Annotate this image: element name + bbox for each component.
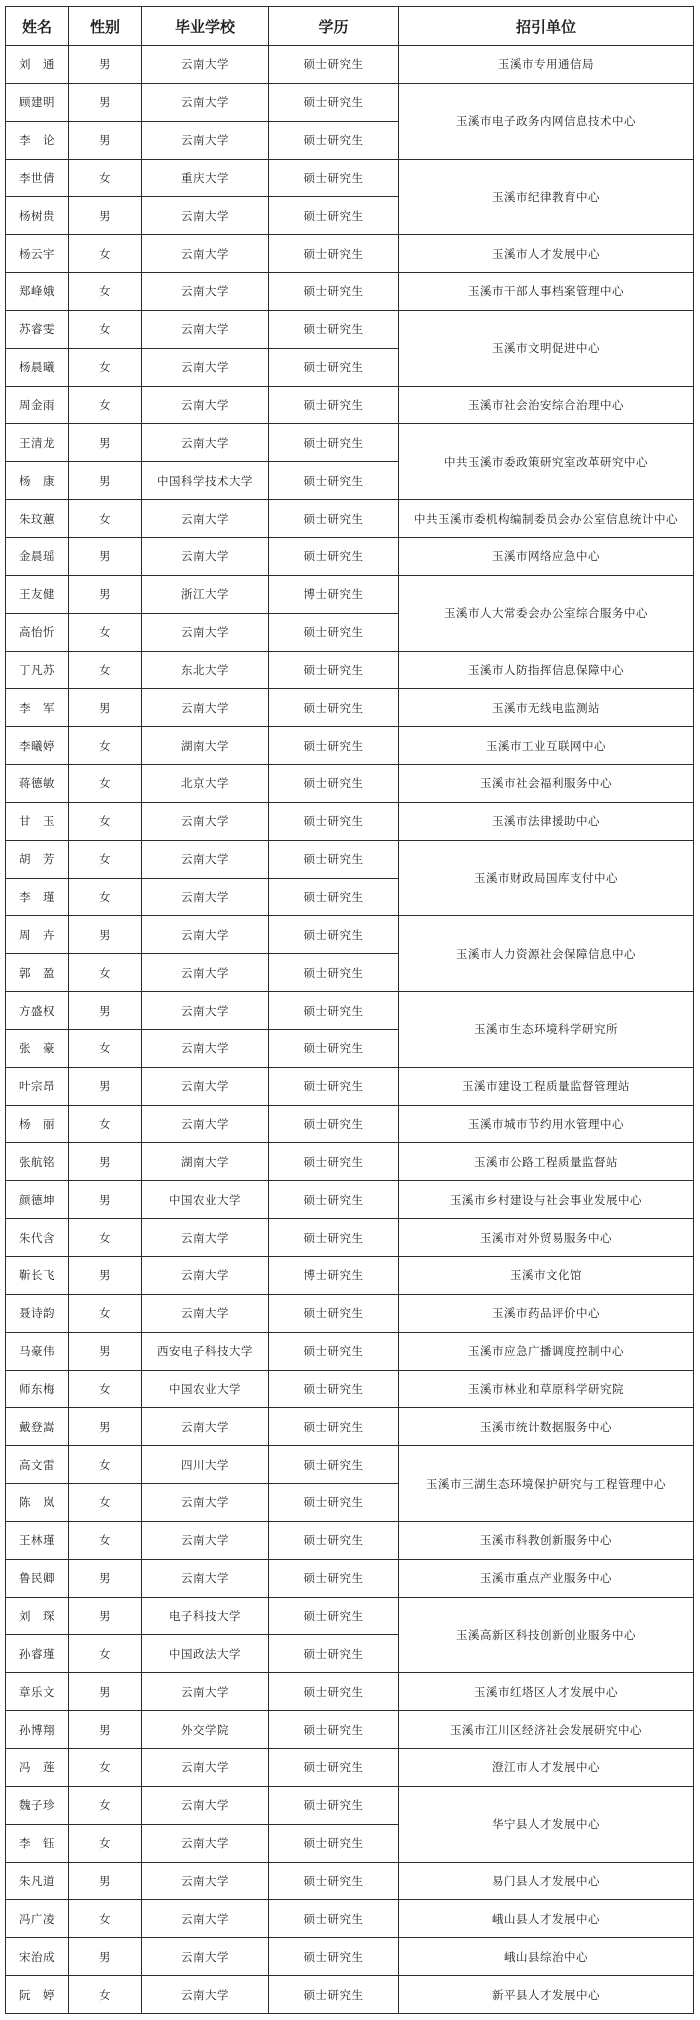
cell-gender: 男 <box>69 121 142 159</box>
cell-unit: 玉溪高新区科技创新创业服务中心 <box>399 1597 694 1673</box>
cell-school: 云南大学 <box>142 916 269 954</box>
cell-unit: 玉溪市建设工程质量监督管理站 <box>399 1067 694 1105</box>
cell-name: 王清龙 <box>6 424 69 462</box>
cell-school: 云南大学 <box>142 46 269 84</box>
cell-degree: 硕士研究生 <box>269 1408 399 1446</box>
cell-school: 云南大学 <box>142 1067 269 1105</box>
cell-school: 浙江大学 <box>142 575 269 613</box>
cell-degree: 硕士研究生 <box>269 1559 399 1597</box>
table-row <box>6 1257 694 1295</box>
table-header-row <box>6 7 694 46</box>
cell-name: 章乐文 <box>6 1673 69 1711</box>
cell-school: 云南大学 <box>142 197 269 235</box>
table-row <box>6 159 694 197</box>
cell-degree: 硕士研究生 <box>269 613 399 651</box>
cell-name: 杨云宇 <box>6 235 69 273</box>
cell-gender: 女 <box>69 1976 142 2014</box>
cell-name: 甘 玉 <box>6 802 69 840</box>
cell-degree: 硕士研究生 <box>269 916 399 954</box>
cell-unit: 玉溪市公路工程质量监督站 <box>399 1143 694 1181</box>
cell-school: 云南大学 <box>142 954 269 992</box>
cell-name: 王友健 <box>6 575 69 613</box>
table-row <box>6 1900 694 1938</box>
cell-unit: 玉溪市人才发展中心 <box>399 235 694 273</box>
cell-gender: 男 <box>69 992 142 1030</box>
cell-unit: 玉溪市网络应急中心 <box>399 537 694 575</box>
cell-gender: 女 <box>69 1521 142 1559</box>
header-school: 毕业学校 <box>142 7 269 46</box>
cell-school: 四川大学 <box>142 1446 269 1484</box>
cell-gender: 男 <box>69 1938 142 1976</box>
cell-school: 云南大学 <box>142 424 269 462</box>
cell-degree: 硕士研究生 <box>269 500 399 538</box>
cell-school: 电子科技大学 <box>142 1597 269 1635</box>
cell-unit: 玉溪市电子政务内网信息技术中心 <box>399 83 694 159</box>
cell-gender: 男 <box>69 46 142 84</box>
cell-name: 孙睿瑾 <box>6 1635 69 1673</box>
cell-unit: 玉溪市统计数据服务中心 <box>399 1408 694 1446</box>
cell-unit: 玉溪市红塔区人才发展中心 <box>399 1673 694 1711</box>
cell-gender: 女 <box>69 1824 142 1862</box>
cell-unit: 玉溪市社会福利服务中心 <box>399 765 694 803</box>
cell-degree: 硕士研究生 <box>269 1976 399 2014</box>
cell-gender: 男 <box>69 197 142 235</box>
cell-degree: 博士研究生 <box>269 1257 399 1295</box>
cell-school: 云南大学 <box>142 992 269 1030</box>
table-row <box>6 273 694 311</box>
cell-name: 苏睿雯 <box>6 310 69 348</box>
table-row <box>6 1597 694 1635</box>
cell-unit: 易门县人才发展中心 <box>399 1862 694 1900</box>
cell-name: 朱凡道 <box>6 1862 69 1900</box>
cell-unit: 中共玉溪市委政策研究室改革研究中心 <box>399 424 694 500</box>
cell-name: 高怡忻 <box>6 613 69 651</box>
cell-unit: 玉溪市林业和草原科学研究院 <box>399 1370 694 1408</box>
recruitment-table <box>5 6 694 2014</box>
cell-school: 云南大学 <box>142 1748 269 1786</box>
cell-gender: 女 <box>69 273 142 311</box>
cell-degree: 硕士研究生 <box>269 1219 399 1257</box>
cell-degree: 硕士研究生 <box>269 1370 399 1408</box>
cell-gender: 男 <box>69 1332 142 1370</box>
cell-unit: 峨山县人才发展中心 <box>399 1900 694 1938</box>
cell-name: 叶宗昂 <box>6 1067 69 1105</box>
cell-degree: 硕士研究生 <box>269 348 399 386</box>
table-row <box>6 1370 694 1408</box>
cell-school: 中国政法大学 <box>142 1635 269 1673</box>
cell-name: 冯广凌 <box>6 1900 69 1938</box>
cell-name: 魏子珍 <box>6 1786 69 1824</box>
cell-school: 云南大学 <box>142 613 269 651</box>
table-row <box>6 992 694 1030</box>
cell-gender: 女 <box>69 802 142 840</box>
cell-degree: 硕士研究生 <box>269 1597 399 1635</box>
cell-gender: 男 <box>69 575 142 613</box>
cell-school: 云南大学 <box>142 1105 269 1143</box>
cell-degree: 硕士研究生 <box>269 235 399 273</box>
cell-name: 李 军 <box>6 689 69 727</box>
cell-gender: 男 <box>69 1711 142 1749</box>
table-row <box>6 1521 694 1559</box>
cell-degree: 硕士研究生 <box>269 537 399 575</box>
table-row <box>6 802 694 840</box>
table-row <box>6 840 694 878</box>
table-row <box>6 235 694 273</box>
table-row <box>6 1938 694 1976</box>
cell-degree: 硕士研究生 <box>269 1484 399 1522</box>
cell-name: 聂诗韵 <box>6 1294 69 1332</box>
cell-school: 云南大学 <box>142 1938 269 1976</box>
cell-degree: 硕士研究生 <box>269 1786 399 1824</box>
cell-gender: 男 <box>69 1862 142 1900</box>
cell-gender: 女 <box>69 1786 142 1824</box>
cell-name: 李曦婷 <box>6 727 69 765</box>
cell-gender: 女 <box>69 1635 142 1673</box>
table-row <box>6 1294 694 1332</box>
cell-unit: 玉溪市城市节约用水管理中心 <box>399 1105 694 1143</box>
table-row <box>6 1143 694 1181</box>
cell-degree: 硕士研究生 <box>269 424 399 462</box>
table-row <box>6 537 694 575</box>
cell-unit: 玉溪市文明促进中心 <box>399 310 694 386</box>
cell-name: 刘 琛 <box>6 1597 69 1635</box>
cell-name: 高文雷 <box>6 1446 69 1484</box>
cell-name: 鲁民卿 <box>6 1559 69 1597</box>
cell-gender: 男 <box>69 1067 142 1105</box>
cell-school: 云南大学 <box>142 348 269 386</box>
cell-unit: 玉溪市重点产业服务中心 <box>399 1559 694 1597</box>
header-degree: 学历 <box>269 7 399 46</box>
cell-name: 朱玟蕙 <box>6 500 69 538</box>
cell-gender: 女 <box>69 1748 142 1786</box>
cell-degree: 硕士研究生 <box>269 1332 399 1370</box>
cell-school: 云南大学 <box>142 1257 269 1295</box>
cell-school: 云南大学 <box>142 1521 269 1559</box>
cell-gender: 女 <box>69 1105 142 1143</box>
table-row <box>6 1067 694 1105</box>
table-row <box>6 727 694 765</box>
table-row <box>6 1711 694 1749</box>
cell-school: 云南大学 <box>142 689 269 727</box>
cell-degree: 硕士研究生 <box>269 1862 399 1900</box>
cell-school: 北京大学 <box>142 765 269 803</box>
cell-degree: 硕士研究生 <box>269 1143 399 1181</box>
cell-school: 云南大学 <box>142 1219 269 1257</box>
cell-degree: 硕士研究生 <box>269 1673 399 1711</box>
table-row <box>6 765 694 803</box>
cell-degree: 硕士研究生 <box>269 727 399 765</box>
cell-school: 云南大学 <box>142 121 269 159</box>
cell-degree: 硕士研究生 <box>269 273 399 311</box>
table-row <box>6 500 694 538</box>
cell-name: 顾建明 <box>6 83 69 121</box>
cell-unit: 玉溪市乡村建设与社会事业发展中心 <box>399 1181 694 1219</box>
table-row <box>6 1105 694 1143</box>
cell-degree: 硕士研究生 <box>269 1181 399 1219</box>
cell-gender: 女 <box>69 1029 142 1067</box>
cell-degree: 博士研究生 <box>269 575 399 613</box>
cell-degree: 硕士研究生 <box>269 1635 399 1673</box>
cell-gender: 男 <box>69 1597 142 1635</box>
cell-school: 云南大学 <box>142 1824 269 1862</box>
cell-school: 重庆大学 <box>142 159 269 197</box>
cell-name: 马豪伟 <box>6 1332 69 1370</box>
cell-name: 王林瑾 <box>6 1521 69 1559</box>
cell-school: 云南大学 <box>142 840 269 878</box>
table-row <box>6 46 694 84</box>
cell-degree: 硕士研究生 <box>269 1900 399 1938</box>
cell-gender: 男 <box>69 1559 142 1597</box>
cell-school: 云南大学 <box>142 386 269 424</box>
table-row <box>6 1673 694 1711</box>
cell-unit: 玉溪市无线电监测站 <box>399 689 694 727</box>
cell-gender: 男 <box>69 916 142 954</box>
cell-name: 孙博翔 <box>6 1711 69 1749</box>
cell-school: 云南大学 <box>142 1862 269 1900</box>
cell-gender: 女 <box>69 1370 142 1408</box>
table-row <box>6 1181 694 1219</box>
cell-school: 云南大学 <box>142 500 269 538</box>
cell-unit: 玉溪市应急广播调度控制中心 <box>399 1332 694 1370</box>
header-unit: 招引单位 <box>399 7 694 46</box>
cell-unit: 玉溪市生态环境科学研究所 <box>399 992 694 1068</box>
cell-unit: 玉溪市专用通信局 <box>399 46 694 84</box>
cell-degree: 硕士研究生 <box>269 954 399 992</box>
cell-school: 云南大学 <box>142 235 269 273</box>
cell-name: 师东梅 <box>6 1370 69 1408</box>
cell-degree: 硕士研究生 <box>269 1938 399 1976</box>
cell-school: 中国农业大学 <box>142 1370 269 1408</box>
cell-degree: 硕士研究生 <box>269 1067 399 1105</box>
cell-degree: 硕士研究生 <box>269 840 399 878</box>
table-body <box>6 46 694 2014</box>
cell-school: 云南大学 <box>142 1294 269 1332</box>
cell-unit: 峨山县综治中心 <box>399 1938 694 1976</box>
cell-degree: 硕士研究生 <box>269 1748 399 1786</box>
table-row <box>6 386 694 424</box>
cell-unit: 玉溪市药品评价中心 <box>399 1294 694 1332</box>
cell-name: 靳长飞 <box>6 1257 69 1295</box>
cell-name: 阮 婷 <box>6 1976 69 2014</box>
cell-school: 湖南大学 <box>142 727 269 765</box>
cell-gender: 男 <box>69 462 142 500</box>
cell-gender: 男 <box>69 83 142 121</box>
cell-gender: 男 <box>69 537 142 575</box>
cell-gender: 男 <box>69 1257 142 1295</box>
cell-name: 杨 丽 <box>6 1105 69 1143</box>
table-row <box>6 1446 694 1484</box>
cell-unit: 玉溪市三湖生态环境保护研究与工程管理中心 <box>399 1446 694 1522</box>
cell-name: 李世倩 <box>6 159 69 197</box>
cell-name: 李 瑾 <box>6 878 69 916</box>
cell-name: 张航铭 <box>6 1143 69 1181</box>
table-row <box>6 689 694 727</box>
cell-school: 云南大学 <box>142 1976 269 2014</box>
cell-degree: 硕士研究生 <box>269 1105 399 1143</box>
cell-unit: 玉溪市对外贸易服务中心 <box>399 1219 694 1257</box>
cell-school: 外交学院 <box>142 1711 269 1749</box>
cell-name: 方盛权 <box>6 992 69 1030</box>
cell-school: 云南大学 <box>142 537 269 575</box>
cell-degree: 硕士研究生 <box>269 386 399 424</box>
cell-degree: 硕士研究生 <box>269 197 399 235</box>
cell-gender: 女 <box>69 651 142 689</box>
cell-gender: 女 <box>69 310 142 348</box>
cell-name: 金晨瑶 <box>6 537 69 575</box>
cell-gender: 女 <box>69 500 142 538</box>
table-row <box>6 916 694 954</box>
cell-school: 云南大学 <box>142 1029 269 1067</box>
cell-gender: 女 <box>69 348 142 386</box>
table-row <box>6 424 694 462</box>
cell-school: 云南大学 <box>142 878 269 916</box>
header-name: 姓名 <box>6 7 69 46</box>
table-row <box>6 1408 694 1446</box>
cell-gender: 女 <box>69 235 142 273</box>
cell-gender: 女 <box>69 1484 142 1522</box>
cell-name: 丁凡苏 <box>6 651 69 689</box>
cell-unit: 玉溪市法律援助中心 <box>399 802 694 840</box>
table-row <box>6 1862 694 1900</box>
cell-gender: 女 <box>69 613 142 651</box>
cell-degree: 硕士研究生 <box>269 1446 399 1484</box>
table-row <box>6 575 694 613</box>
cell-gender: 女 <box>69 1900 142 1938</box>
cell-name: 周金雨 <box>6 386 69 424</box>
cell-name: 张 豪 <box>6 1029 69 1067</box>
cell-unit: 中共玉溪市委机构编制委员会办公室信息统计中心 <box>399 500 694 538</box>
cell-gender: 男 <box>69 1143 142 1181</box>
cell-gender: 女 <box>69 1446 142 1484</box>
cell-degree: 硕士研究生 <box>269 651 399 689</box>
cell-school: 云南大学 <box>142 83 269 121</box>
cell-degree: 硕士研究生 <box>269 310 399 348</box>
cell-degree: 硕士研究生 <box>269 46 399 84</box>
cell-unit: 玉溪市人力资源社会保障信息中心 <box>399 916 694 992</box>
cell-name: 郭 盈 <box>6 954 69 992</box>
cell-gender: 女 <box>69 386 142 424</box>
table-row <box>6 1559 694 1597</box>
cell-name: 陈 岚 <box>6 1484 69 1522</box>
cell-name: 周 卉 <box>6 916 69 954</box>
cell-name: 郑峰娥 <box>6 273 69 311</box>
table-row <box>6 1219 694 1257</box>
cell-unit: 玉溪市干部人事档案管理中心 <box>399 273 694 311</box>
cell-gender: 女 <box>69 1219 142 1257</box>
cell-school: 云南大学 <box>142 1900 269 1938</box>
cell-school: 云南大学 <box>142 802 269 840</box>
cell-name: 杨 康 <box>6 462 69 500</box>
cell-unit: 新平县人才发展中心 <box>399 1976 694 2014</box>
cell-name: 宋治成 <box>6 1938 69 1976</box>
cell-degree: 硕士研究生 <box>269 1294 399 1332</box>
table-row <box>6 83 694 121</box>
cell-unit: 澄江市人才发展中心 <box>399 1748 694 1786</box>
cell-gender: 男 <box>69 424 142 462</box>
cell-gender: 女 <box>69 840 142 878</box>
cell-unit: 玉溪市科教创新服务中心 <box>399 1521 694 1559</box>
header-gender: 性别 <box>69 7 142 46</box>
cell-unit: 玉溪市人大常委会办公室综合服务中心 <box>399 575 694 651</box>
cell-gender: 男 <box>69 1408 142 1446</box>
cell-name: 杨树贵 <box>6 197 69 235</box>
table-row <box>6 1786 694 1824</box>
cell-school: 中国农业大学 <box>142 1181 269 1219</box>
cell-unit: 玉溪市人防指挥信息保障中心 <box>399 651 694 689</box>
cell-unit: 玉溪市纪律教育中心 <box>399 159 694 235</box>
cell-unit: 玉溪市江川区经济社会发展研究中心 <box>399 1711 694 1749</box>
cell-degree: 硕士研究生 <box>269 83 399 121</box>
cell-gender: 男 <box>69 1181 142 1219</box>
cell-name: 杨晨曦 <box>6 348 69 386</box>
cell-name: 刘 通 <box>6 46 69 84</box>
cell-degree: 硕士研究生 <box>269 992 399 1030</box>
cell-gender: 女 <box>69 954 142 992</box>
cell-degree: 硕士研究生 <box>269 121 399 159</box>
cell-degree: 硕士研究生 <box>269 878 399 916</box>
cell-school: 云南大学 <box>142 1559 269 1597</box>
cell-degree: 硕士研究生 <box>269 765 399 803</box>
cell-school: 中国科学技术大学 <box>142 462 269 500</box>
table-row <box>6 310 694 348</box>
cell-name: 胡 芳 <box>6 840 69 878</box>
cell-school: 东北大学 <box>142 651 269 689</box>
cell-degree: 硕士研究生 <box>269 462 399 500</box>
cell-name: 颜德坤 <box>6 1181 69 1219</box>
cell-name: 蒋德敏 <box>6 765 69 803</box>
cell-unit: 玉溪市财政局国库支付中心 <box>399 840 694 916</box>
cell-degree: 硕士研究生 <box>269 159 399 197</box>
cell-school: 云南大学 <box>142 310 269 348</box>
cell-school: 西安电子科技大学 <box>142 1332 269 1370</box>
cell-school: 云南大学 <box>142 1673 269 1711</box>
cell-gender: 女 <box>69 878 142 916</box>
table-row <box>6 1332 694 1370</box>
cell-school: 湖南大学 <box>142 1143 269 1181</box>
cell-gender: 男 <box>69 689 142 727</box>
cell-name: 冯 莲 <box>6 1748 69 1786</box>
cell-degree: 硕士研究生 <box>269 802 399 840</box>
cell-name: 李 钰 <box>6 1824 69 1862</box>
cell-name: 戴登嵩 <box>6 1408 69 1446</box>
cell-gender: 男 <box>69 1673 142 1711</box>
table-row <box>6 1748 694 1786</box>
cell-unit: 华宁县人才发展中心 <box>399 1786 694 1862</box>
cell-degree: 硕士研究生 <box>269 1824 399 1862</box>
cell-school: 云南大学 <box>142 1408 269 1446</box>
cell-gender: 女 <box>69 765 142 803</box>
cell-unit: 玉溪市文化馆 <box>399 1257 694 1295</box>
table-row <box>6 651 694 689</box>
cell-school: 云南大学 <box>142 273 269 311</box>
cell-degree: 硕士研究生 <box>269 1029 399 1067</box>
cell-degree: 硕士研究生 <box>269 1521 399 1559</box>
table-row <box>6 1976 694 2014</box>
cell-degree: 硕士研究生 <box>269 689 399 727</box>
cell-gender: 女 <box>69 159 142 197</box>
cell-degree: 硕士研究生 <box>269 1711 399 1749</box>
cell-gender: 女 <box>69 1294 142 1332</box>
cell-name: 李 论 <box>6 121 69 159</box>
cell-school: 云南大学 <box>142 1484 269 1522</box>
cell-unit: 玉溪市社会治安综合治理中心 <box>399 386 694 424</box>
cell-unit: 玉溪市工业互联网中心 <box>399 727 694 765</box>
cell-name: 朱代含 <box>6 1219 69 1257</box>
cell-gender: 女 <box>69 727 142 765</box>
cell-school: 云南大学 <box>142 1786 269 1824</box>
